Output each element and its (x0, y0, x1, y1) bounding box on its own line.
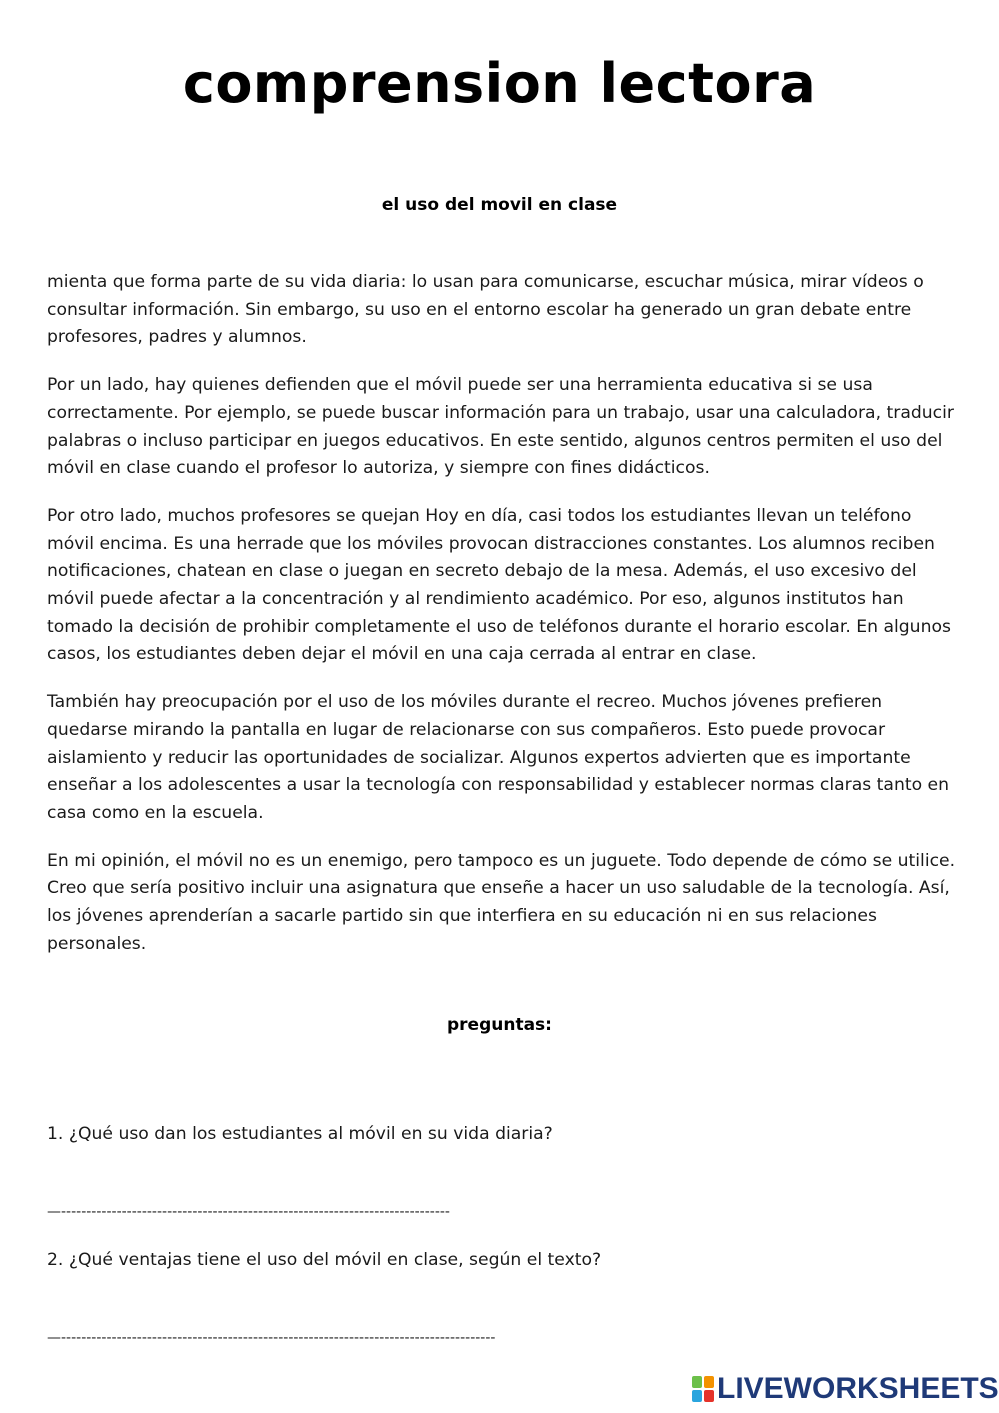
paragraph: En mi opinión, el móvil no es un enemigo, pero tampoco es un juguete. Todo depende de cómo se utilice. Creo que sería positivo incluir una asignatura que enseñe a hacer un uso saludable de la tecnología. Así, los jóvenes aprenderían a sacarle partido sin que interfiera en su educación ni en sus relaciones personales. (47, 850, 956, 954)
page-title: comprension lectora (182, 52, 817, 115)
question-1: 1. ¿Qué uso dan los estudiantes al móvil en su vida diaria? (47, 1124, 553, 1144)
answer-field-2[interactable]: —-------------------------------------------------------------------------------------- (47, 1330, 496, 1346)
liveworksheets-logo (692, 1372, 999, 1406)
paragraph: También hay preocupación por el uso de los móviles durante el recreo. Muchos jóvenes prefieren quedarse mirando la pantalla en lugar de relacionarse con sus compañeros. Esto puede provocar aislamiento y reducir las oportunidades de socializar. Algunos expertos advierten que es importante enseñar a los adolescentes a usar la tecnología con responsabilidad y establecer normas claras tanto en casa como en la escuela. (47, 692, 950, 823)
questions-heading: preguntas: (447, 1015, 552, 1035)
paragraph: Por un lado, hay quienes defienden que el móvil puede ser una herramienta educativa si se usa correctamente. Por ejemplo, se puede buscar información para un trabajo, usar una calculadora, traducir palabras o incluso participar en juegos educativos. En este sentido, algunos centros permiten el uso del móvil en clase cuando el profesor lo autoriza, y siempre con fines didácticos. (47, 375, 954, 479)
liveworksheets-logo-icon (692, 1376, 714, 1402)
page-subtitle: el uso del movil en clase (381, 195, 618, 215)
paragraph: Por otro lado, muchos profesores se quejan Hoy en día, casi todos los estudiantes llevan un teléfono móvil encima. Es una herrade que los móviles provocan distracciones constantes. Los alumnos reciben notificaciones, chatean en clase o juegan en secreto debajo de la mesa. Además, el uso excesivo del móvil puede afectar a la concentración y al rendimiento académico. Por eso, algunos institutos han tomado la decisión de prohibir completamente el uso de teléfonos durante el horario escolar. En algunos casos, los estudiantes deben dejar el móvil en una caja cerrada al entrar en clase. (47, 505, 951, 665)
answer-field-1[interactable]: —----------------------------------------------------------------------------- (47, 1204, 450, 1220)
paragraph: mienta que forma parte de su vida diaria: lo usan para comunicarse, escuchar música, mirar vídeos o consultar información. Sin embargo, su uso en el entorno escolar ha generado un gran debate entre profesores, padres y alumnos. (47, 272, 924, 348)
logo-text: LIVEWORKSHEETS (717, 1372, 999, 1405)
question-2: 2. ¿Qué ventajas tiene el uso del móvil en clase, según el texto? (47, 1250, 602, 1270)
reading-text (47, 269, 959, 978)
